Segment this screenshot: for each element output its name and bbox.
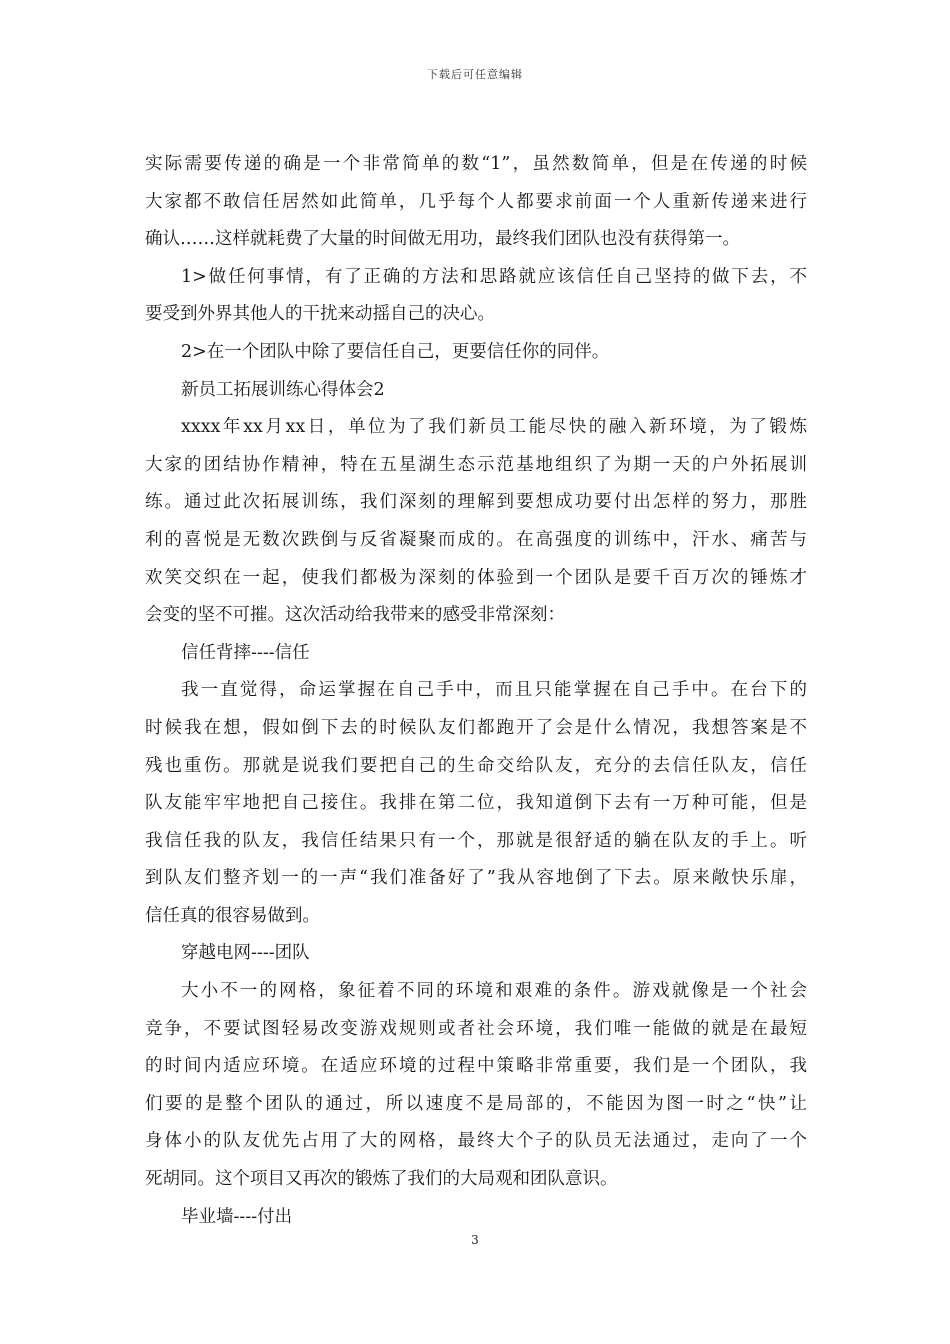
subsection-heading: 毕业墙----付出 [181, 1206, 293, 1227]
text-line: 欢笑交织在一起，使我们都极为深刻的体验到一个团队是要千百万次的锤炼才 [145, 567, 807, 588]
text-line: 我信任我的队友，我信任结果只有一个，那就是很舒适的躺在队友的手上。听 [145, 830, 807, 851]
subsection-heading: 信任背摔----信任 [181, 642, 310, 663]
text-line: 会变的坚不可摧。这次活动给我带来的感受非常深刻： [145, 605, 565, 626]
page-number: 3 [471, 1233, 479, 1247]
text-line: 1>做任何事情，有了正确的方法和思路就应该信任自己坚持的做下去，不 [181, 266, 807, 287]
text-line: 竞争，不要试图轻易改变游戏规则或者社会环境，我们唯一能做的就是在最短 [145, 1018, 807, 1039]
text-line: 2>在一个团队中除了要信任自己，更要信任你的同伴。 [181, 341, 610, 362]
text-line: 大家的团结协作精神，特在五星湖生态示范基地组织了为期一天的户外拓展训 [145, 454, 807, 475]
text-line: 练。通过此次拓展训练，我们深刻的理解到要想成功要付出怎样的努力，那胜 [145, 492, 807, 513]
section-heading: 新员工拓展训练心得体会2 [181, 379, 385, 400]
text-line: 利的喜悦是无数次跌倒与反省凝聚而成的。在高强度的训练中，汗水、痛苦与 [145, 529, 807, 550]
text-line: 确认……这样就耗费了大量的时间做无用功，最终我们团队也没有获得第一。 [145, 229, 740, 250]
text-line: 身体小的队友优先占用了大的网格，最终大个子的队员无法通过，走向了一个 [145, 1131, 807, 1152]
text-line: 到队友们整齐划一的一声“我们准备好了”我从容地倒了下去。原来敞快乐扉， [145, 868, 807, 889]
text-line: 要受到外界其他人的干扰来动摇自己的决心。 [145, 304, 495, 325]
text-line: 死胡同。这个项目又再次的锻炼了我们的大局观和团队意识。 [145, 1169, 618, 1190]
text-line: 大家都不敢信任居然如此简单，几乎每个人都要求前面一个人重新传递来进行 [145, 191, 807, 212]
text-line: 们要的是整个团队的通过，所以速度不是局部的，不能因为图一时之“快”让 [145, 1093, 807, 1114]
text-line: 信任真的很容易做到。 [145, 905, 320, 926]
subsection-heading: 穿越电网----团队 [181, 943, 310, 964]
text-line: 时候我在想，假如倒下去的时候队友们都跑开了会是什么情况，我想答案是不 [145, 717, 807, 738]
text-line: 残也重伤。那就是说我们要把自己的生命交给队友，充分的去信任队友，信任 [145, 755, 807, 776]
document-body [145, 146, 807, 1236]
text-line: 实际需要传递的确是一个非常简单的数“1”，虽然数简单，但是在传递的时候 [145, 154, 807, 174]
text-line: 我一直觉得，命运掌握在自己手中，而且只能掌握在自己手中。在台下的 [181, 680, 807, 701]
text-line: 队友能牢牢地把自己接住。我排在第二位，我知道倒下去有一万种可能，但是 [145, 793, 807, 814]
text-line: 大小不一的网格，象征着不同的环境和艰难的条件。游戏就像是一个社会 [181, 981, 807, 1002]
page-header: 下载后可任意编辑 [427, 68, 523, 81]
text-line: 的时间内适应环境。在适应环境的过程中策略非常重要，我们是一个团队，我 [145, 1056, 807, 1077]
text-line: xxxx年xx月xx日，单位为了我们新员工能尽快的融入新环境，为了锻炼 [181, 417, 807, 438]
